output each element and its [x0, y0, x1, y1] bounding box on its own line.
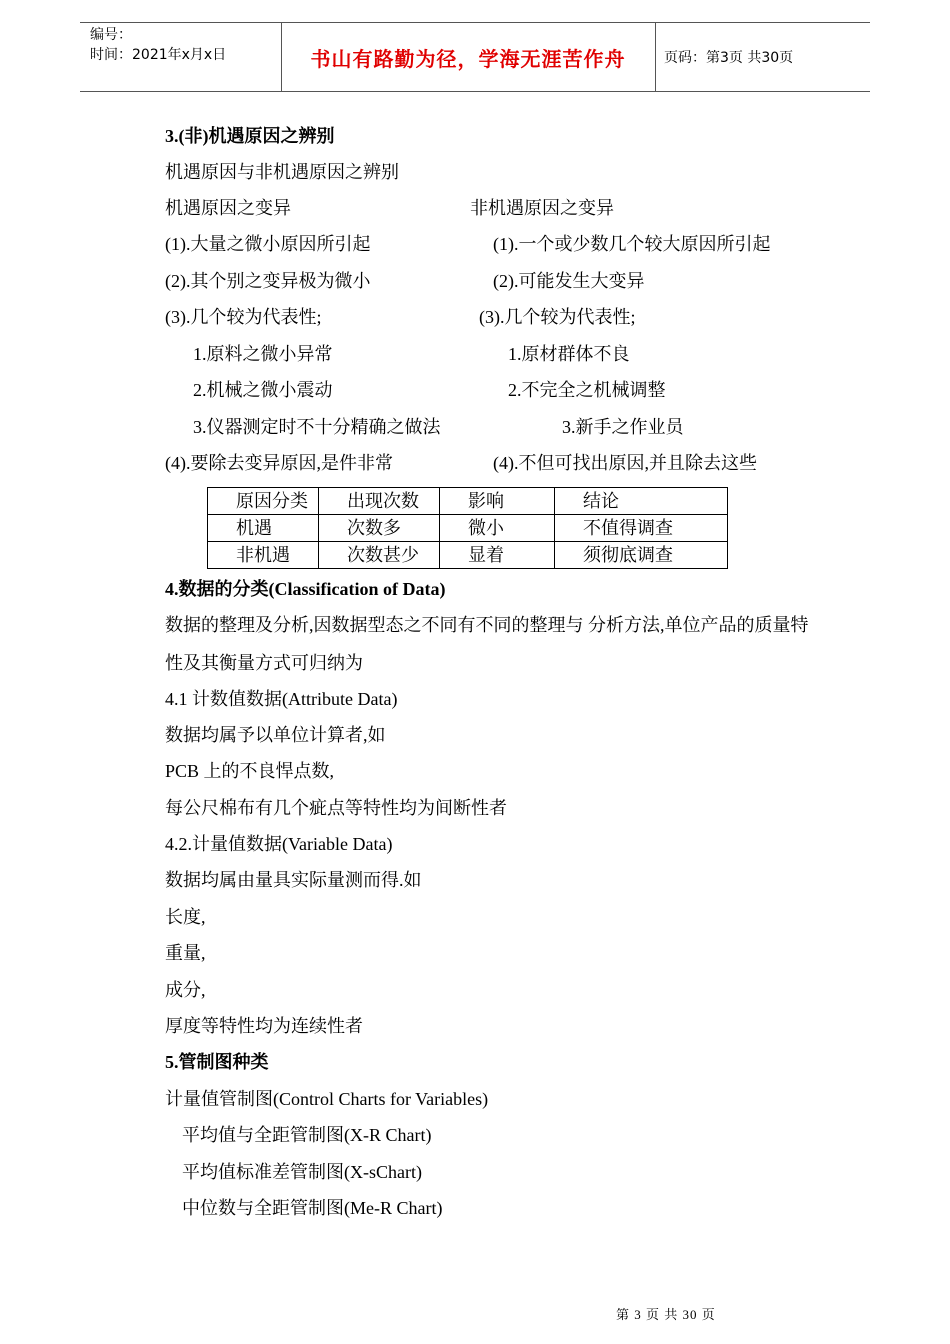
table-cell: 不值得调查 — [555, 515, 728, 542]
header-page-info: 页码：第3页 共30页 — [664, 50, 794, 66]
paragraph-line: 厚度等特性均为连续性者 — [165, 1016, 363, 1036]
right-item: 2.不完全之机械调整 — [508, 380, 666, 400]
table-cell: 机遇 — [208, 515, 319, 542]
paragraph-line: 数据均属予以单位计算者,如 — [165, 725, 386, 745]
cause-table — [207, 487, 728, 569]
table-cell: 微小 — [440, 515, 555, 542]
subsection-4-2-title: 4.2.计量值数据(Variable Data) — [165, 834, 393, 854]
section-4-paragraph: 数据的整理及分析,因数据型态之不同有不同的整理与 分析方法,单位产品的质量特 — [165, 615, 809, 635]
header-meta — [90, 25, 280, 65]
paragraph-line: 长度, — [165, 907, 206, 927]
section-5-intro: 计量值管制图(Control Charts for Variables) — [165, 1089, 489, 1109]
table-header-cell: 原因分类 — [208, 488, 319, 515]
header-time: 时间：2021年x月x日 — [90, 47, 227, 63]
table-header-cell: 结论 — [555, 488, 728, 515]
chart-type-item: 平均值标准差管制图(X-sChart) — [182, 1162, 422, 1182]
table-cell: 显着 — [440, 542, 555, 569]
table-cell: 非机遇 — [208, 542, 319, 569]
section-5-title: 5.管制图种类 — [165, 1052, 269, 1072]
paragraph-line: 每公尺棉布有几个疵点等特性均为间断性者 — [165, 798, 507, 818]
subsection-4-1-title: 4.1 计数值数据(Attribute Data) — [165, 689, 398, 709]
paragraph-line: 成分, — [165, 980, 206, 1000]
right-item: (2).可能发生大变异 — [493, 271, 645, 291]
right-item: 1.原材群体不良 — [508, 344, 630, 364]
col-right-head: 非机遇原因之变异 — [470, 198, 614, 218]
right-item: 3.新手之作业员 — [562, 417, 684, 437]
header-motto: 书山有路勤为径，学海无涯苦作舟 — [310, 46, 626, 71]
table-header-cell: 出现次数 — [319, 488, 440, 515]
left-item: (2).其个别之变异极为微小 — [165, 271, 371, 291]
header-number-label: 编号： — [90, 27, 132, 43]
table-row — [208, 542, 728, 569]
page-header — [80, 22, 870, 92]
left-item: (1).大量之微小原因所引起 — [165, 234, 371, 254]
section-4-title: 4.数据的分类(Classification of Data) — [165, 579, 446, 599]
chart-type-item: 中位数与全距管制图(Me-R Chart) — [182, 1198, 443, 1218]
table-header-row — [208, 488, 728, 515]
right-item: (1).一个或少数几个较大原因所引起 — [493, 234, 771, 254]
header-divider — [655, 23, 656, 91]
table-header-cell: 影响 — [440, 488, 555, 515]
chart-type-item: 平均值与全距管制图(X-R Chart) — [182, 1125, 432, 1145]
paragraph-line: 数据均属由量具实际量测而得.如 — [165, 870, 422, 890]
page-footer: 第 3 页 共 30 页 — [616, 1307, 716, 1322]
section-4-paragraph-cont: 性及其衡量方式可归纳为 — [165, 653, 363, 673]
left-item: 3.仪器测定时不十分精确之做法 — [193, 417, 441, 437]
section-3-intro: 机遇原因与非机遇原因之辨别 — [165, 162, 399, 182]
section-3-title: 3.(非)机遇原因之辨别 — [165, 126, 335, 146]
paragraph-line: PCB 上的不良悍点数, — [165, 761, 335, 781]
left-item: 2.机械之微小震动 — [193, 380, 333, 400]
right-item: (4).不但可找出原因,并且除去这些 — [493, 453, 757, 473]
col-left-head: 机遇原因之变异 — [165, 198, 291, 218]
table-cell: 次数甚少 — [319, 542, 440, 569]
paragraph-line: 重量, — [165, 943, 206, 963]
table-cell: 次数多 — [319, 515, 440, 542]
left-item: (3).几个较为代表性; — [165, 307, 322, 327]
left-item: 1.原料之微小异常 — [193, 344, 333, 364]
right-item: (3).几个较为代表性; — [479, 307, 636, 327]
table-row — [208, 515, 728, 542]
table-cell: 须彻底调查 — [555, 542, 728, 569]
left-item: (4).要除去变异原因,是件非常 — [165, 453, 393, 473]
